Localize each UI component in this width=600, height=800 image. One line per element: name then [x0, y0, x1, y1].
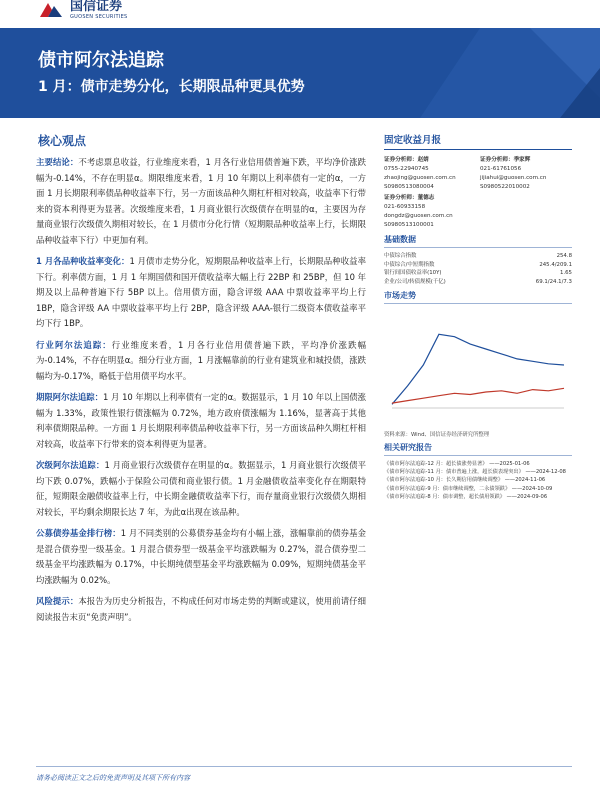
analyst-card: [384, 156, 476, 192]
analyst-email[interactable]: dongdz@guosen.com.cn: [384, 213, 453, 219]
core-view-paragraph: [36, 254, 366, 332]
core-view-paragraph: [36, 338, 366, 385]
analyst-license: S0980522010002: [480, 184, 530, 190]
related-report-link[interactable]: 《债市阿尔法追踪-12 月：超长债涨势显著》 ——2025-01-06: [384, 461, 530, 467]
sidebar: [384, 132, 572, 501]
analyst-role: 证券分析师：: [384, 157, 418, 163]
core-view-paragraph: [36, 526, 366, 588]
paragraph-lead: 公募债券基金排行榜：: [36, 528, 121, 538]
chart-source-note: 资料来源：Wind、国信证券经济研究所整理: [384, 432, 490, 438]
banner-decoration: [360, 28, 600, 118]
basic-data-heading: 基础数据: [384, 234, 572, 248]
analyst-block: [384, 156, 572, 192]
paragraph-lead: 风险提示：: [36, 596, 79, 606]
paragraph-lead: 主要结论：: [36, 157, 79, 167]
paragraph-lead: 期限阿尔法追踪：: [36, 392, 104, 402]
core-view-paragraph: [36, 155, 366, 248]
paragraph-text: 1 月不同类别的公募债券基金均有小幅上涨，涨幅靠前的债券基金是混合债券型一级基金。1 月混合债券型一级基金平均涨跌幅为 0.27%，混合债券型二级基金平均涨跌幅为 0.17%，中长期纯债型基金平均涨跌幅为 0.09%，短期纯债基金平均涨跌幅为 0.02%。: [36, 528, 367, 585]
report-subtitle: 1 月：债市走势分化，长期限品种更具优势: [38, 79, 305, 95]
core-view-paragraph: [36, 458, 366, 520]
report-title: 债市阿尔法追踪: [38, 50, 164, 71]
market-trend-heading: 市场走势: [384, 290, 572, 304]
basic-data-row: [384, 278, 572, 287]
core-view-section: [36, 132, 366, 631]
title-banner: [0, 28, 600, 118]
report-type-label: 固定收益月报: [384, 132, 572, 150]
basic-data-row: [384, 261, 572, 270]
analyst-name: 赵婧: [417, 157, 429, 163]
analyst-name: 季家辉: [513, 157, 531, 163]
basic-data-value: 69.1/24.1/7.3: [535, 278, 572, 285]
market-trend-chart: [384, 308, 572, 428]
related-report-link[interactable]: 《债市阿尔法追踪-8 月：债市调整，超长债用领跌》 ——2024-09-06: [384, 493, 548, 500]
paragraph-text: 1 月商业银行次级债存在明显的α。数据显示，1 月商业银行次级债平均下跌 0.07%，跌幅小于保险公司债和商业银行债。1 月金融债收益率变化存在期限特征，短期限金融债收益率上行，中长期金融债收益率下行，而存量商业银行次级债久期相对较长，平均剩余期限长达 7 年，为此α出现在该品种。: [36, 460, 367, 517]
related-research-heading: 相关研究报告: [384, 442, 572, 456]
paragraph-text: 不考虑票息收益，行业维度来看，1 月各行业信用债普遍下跌，平均净价涨跌幅为-0.14%，不存在明显α。期限维度来看，1 月 10 年期以上利率债有一定的α，一方面 1 月长期限利率债品种收益率下行，另一方面该品种久期杠杆相对较高，收益率下行带来的资本利得更为显著。次级维度来看，1 月商业银行次级债存在明显的α，主要因为存量商业银行次级债久期相对较长，在 1 月债市分化行情（短期限品种收益率上行，长期限品种收益率下行）中更加有利。: [36, 157, 366, 245]
basic-data-label: 企业/公司/转债规模(千亿): [384, 278, 446, 285]
basic-data-value: 245.4/209.1: [539, 261, 572, 268]
core-view-paragraph: [36, 594, 366, 625]
analyst-card: [384, 194, 476, 230]
basic-data-row: [384, 269, 572, 278]
basic-data-row: [384, 252, 572, 261]
analyst-role: 证券分析师：: [480, 157, 514, 163]
analyst-license: S0980513100001: [384, 222, 434, 228]
paragraph-lead: 行业阿尔法追踪：: [36, 339, 112, 350]
basic-data-value: 1.65: [559, 270, 572, 276]
basic-data-label: 中债综合/中短期指数: [384, 261, 435, 268]
analyst-name: 董德志: [417, 195, 435, 201]
paragraph-text: 1 月债市走势分化，短期限品种收益率上行，长期限品种收益率下行。利率债方面，1 月 1 年期国债和国开债收益率大幅上行 22BP 和 25BP，但 10 年期及以上品种普遍下行 5BP 以上。信用债方面，隐含评级 AAA 中票收益率平均上行 1BP，隐含评级 AA 中票收益率平均上行 2BP，隐含评级 AAA-银行二级资本债收益率平均下行 1BP。: [36, 256, 366, 328]
series-line-1: [392, 388, 564, 403]
analyst-license: S0980513080004: [384, 184, 434, 190]
brand-logo: [38, 0, 128, 20]
analyst-phone: 021-60933158: [384, 204, 426, 210]
paragraph-text: 行业维度来看，1 月各行业信用债普遍下跌，平均净价涨跌幅为-0.14%，不存在明显α。细分行业方面，1 月涨幅靠前的行业有建筑业和城投债，涨跌幅均为-0.17%，略低于信用债平均水平。: [36, 339, 366, 381]
related-research-list: [384, 460, 572, 501]
analyst-card: [480, 156, 572, 192]
basic-data-value: 254.8: [556, 253, 572, 259]
paragraph-lead: 1 月各品种收益率变化：: [36, 256, 130, 266]
analyst-email[interactable]: jijiahui@guosen.com.cn: [480, 175, 547, 181]
analyst-phone: 0755-22940745: [384, 166, 429, 172]
analyst-phone: 021-61761056: [480, 166, 522, 172]
basic-data-label: 银行间国债收益率(10Y): [384, 270, 442, 276]
paragraph-text: 1 月 10 年期以上利率债有一定的α。数据显示，1 月 10 年以上国债涨幅为 1.33%，政策性银行债涨幅为 0.72%，地方政府债涨幅为 1.16%，显著高于其他利率债期限品种。一方面 1 月长期限利率债品种收益率下行，另一方面该品种久期杠杆相对较高，收益率下行带来的资本利得更为显著。: [36, 392, 367, 449]
basic-data-table: [384, 252, 572, 286]
basic-data-label: 中债综合指数: [384, 253, 417, 259]
paragraph-text: 本报告为历史分析报告，不构成任何对市场走势的判断或建议，使用前请仔细阅读报告末页“免责声明”。: [36, 596, 367, 622]
top-bar: [0, 0, 600, 28]
related-report-link[interactable]: 《债市阿尔法追踪-10 月：长久期信用债继续调整》 ——2024-11-06: [384, 477, 546, 484]
core-view-heading: 核心观点: [38, 134, 87, 148]
core-view-paragraphs: [36, 155, 366, 625]
related-report-link[interactable]: 《债市阿尔法追踪-9 月：债市继续调整，二永债领跌》 ——2024-10-09: [384, 485, 553, 492]
related-report-link[interactable]: 《债市阿尔法追踪-11 月：债市普遍上涨，超长债表现突出》 ——2024-12-08: [384, 469, 566, 476]
market-trend-svg: [384, 308, 572, 428]
brand-name-cn: 国信证券: [70, 0, 123, 14]
brand-name-en: GUOSEN SECURITIES: [70, 14, 128, 20]
brand-logo-mark-icon: [38, 1, 64, 19]
analyst-email[interactable]: zhaojing@guosen.com.cn: [384, 175, 456, 181]
analyst-role: 证券分析师：: [384, 195, 418, 201]
core-view-paragraph: [36, 390, 366, 452]
footer-disclaimer: 请务必阅读正文之后的免责声明及其项下所有内容: [36, 766, 572, 783]
paragraph-lead: 次级阿尔法追踪：: [36, 460, 105, 470]
